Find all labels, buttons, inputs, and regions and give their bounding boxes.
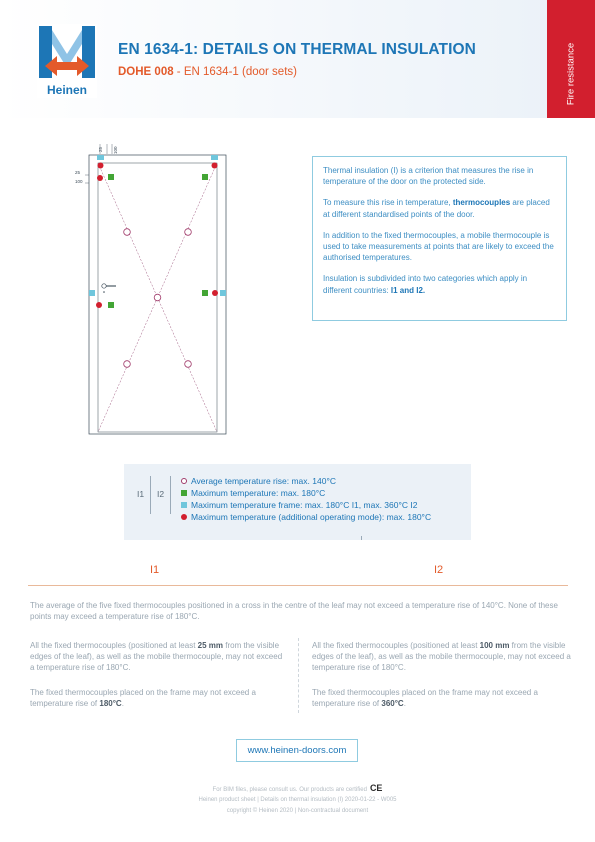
red-dot-icon: [181, 514, 187, 520]
frame-thermocouple-marker: [97, 155, 104, 160]
info-paragraph: In addition to the fixed thermocouples, a mobile thermocouple is used to take measurements at points that are likely to exceed the authorised temperatures.: [323, 230, 554, 263]
legend: [124, 464, 471, 540]
fixed-thermocouple-marker: [108, 302, 114, 308]
product-code: DOHE 008: [118, 66, 174, 78]
text-run: All the fixed thermocouples (positioned at least: [30, 641, 198, 650]
legend-item-text: Maximum temperature: max. 180°C: [191, 488, 326, 498]
info-text: Insulation is subdivided into two categories which apply in different countries:: [323, 274, 528, 295]
legend-item: [181, 499, 431, 511]
legend-label-i1: I1: [137, 489, 145, 499]
info-emphasis: I1 and I2.: [390, 285, 426, 295]
average-thermocouple-marker: [185, 229, 192, 236]
ce-mark-icon: CE: [369, 783, 383, 793]
i1-heading: I1: [150, 564, 160, 576]
text-run: The fixed thermocouples placed on the frame may not exceed a temperature rise of: [312, 688, 538, 709]
text-run: .: [121, 699, 124, 709]
subtitle-text: - EN 1634-1 (door sets): [173, 66, 297, 78]
info-paragraph: [323, 197, 556, 219]
legend-divider: [170, 476, 171, 514]
fire-resistance-tab: [547, 0, 595, 118]
footer-text: For BIM files, please consult us. Our products are certified: [212, 787, 367, 793]
footer-copyright: copyright © Heinen 2020 | Non-contractual document: [226, 808, 369, 814]
common-requirement-text: The average of the five fixed thermocouples positioned in a cross in the centre of the leaf may not exceed a temperature rise of 140°C. None of these points may exceed a temperature rise of 180°C.: [30, 601, 558, 622]
header: [0, 0, 595, 118]
page-title: EN 1634-1: DETAILS ON THERMAL INSULATION: [118, 41, 476, 58]
mobile-thermocouple-marker: [212, 163, 218, 169]
dim-top-100: 100: [113, 146, 118, 154]
i1-frame-thermocouples-text: [30, 687, 288, 709]
text-run: from the visible edges of the leaf), as well as the mobile thermocouple, may not exceed a temperature rise of 180°C.: [30, 641, 283, 673]
text-emphasis: 25 mm: [197, 641, 224, 650]
text-emphasis: 180°C: [99, 699, 122, 709]
door-diagram: [75, 140, 240, 445]
average-thermocouple-marker: [124, 361, 131, 368]
i2-frame-thermocouples-text: [312, 687, 572, 709]
legend-item-text: Maximum temperature frame: max. 180°C I1, max. 360°C I2: [191, 500, 418, 510]
section-divider: [28, 585, 568, 586]
info-emphasis: thermocouples: [452, 198, 511, 208]
dim-left-100: 100: [75, 179, 83, 184]
i1-fixed-thermocouples-text: [30, 640, 288, 674]
fixed-thermocouple-marker: [202, 174, 208, 180]
text-run: from the visible edges of the leaf), as well as the mobile thermocouple, may not exceed a temperature rise of 180°C.: [312, 641, 571, 673]
mobile-thermocouple-marker: [98, 163, 104, 169]
website-link[interactable]: www.heinen-doors.com: [236, 739, 358, 762]
legend-item: [181, 475, 431, 487]
blue-square-icon: [181, 502, 187, 508]
legend-item-text: Maximum temperature (additional operating mode): max. 180°C: [191, 512, 432, 522]
text-emphasis: 100 mm: [479, 641, 510, 650]
info-text: To measure this rise in temperature,: [323, 198, 453, 208]
dim-left-25: 25: [75, 170, 81, 175]
footer-document-info: Heinen product sheet | Details on thermal insulation (I) 2020-01-22 - W005: [198, 797, 397, 803]
info-paragraph: [323, 273, 556, 295]
legend-label-i2: I2: [157, 489, 165, 499]
frame-thermocouple-marker: [211, 155, 218, 160]
info-paragraph: Thermal insulation (I) is a criterion that measures the rise in temperature of the door on the protected side.: [323, 166, 534, 187]
column-divider: [298, 638, 299, 713]
frame-thermocouple-marker: [220, 290, 226, 296]
page-subtitle: [118, 66, 297, 78]
text-run: All the fixed thermocouples (positioned at least: [312, 641, 480, 650]
legend-tick: [361, 536, 362, 540]
footer-certification: [0, 783, 595, 793]
i2-fixed-thermocouples-text: [312, 640, 572, 674]
frame-thermocouple-marker: [89, 290, 95, 296]
mobile-thermocouple-marker: [97, 175, 103, 181]
fixed-thermocouple-marker: [108, 174, 114, 180]
legend-divider: [150, 476, 151, 514]
legend-item-text: Average temperature rise: max. 140°C: [191, 476, 336, 486]
text-run: The fixed thermocouples placed on the frame may not exceed a temperature rise of: [30, 688, 256, 709]
average-thermocouple-marker: [154, 294, 161, 301]
mobile-thermocouple-marker: [96, 302, 102, 308]
green-square-icon: [181, 490, 187, 496]
average-thermocouple-marker: [124, 229, 131, 236]
legend-item: [181, 511, 431, 523]
average-thermocouple-marker: [185, 361, 192, 368]
text-run: .: [403, 699, 406, 709]
i2-heading: I2: [434, 564, 444, 576]
heinen-logo: [37, 24, 97, 98]
text-emphasis: 360°C: [381, 699, 404, 709]
legend-items: [181, 475, 431, 523]
legend-item: [181, 487, 431, 499]
dim-top-25: 25: [98, 146, 103, 152]
mobile-thermocouple-marker: [212, 290, 218, 296]
svg-text:Heinen: Heinen: [46, 83, 88, 97]
side-tab-label: Fire resistance: [565, 42, 577, 106]
info-text: are placed at different standardised points of the door.: [323, 198, 550, 219]
fixed-thermocouple-marker: [202, 290, 208, 296]
thermal-insulation-info-box: [312, 156, 567, 321]
circle-outline-icon: [181, 478, 187, 484]
